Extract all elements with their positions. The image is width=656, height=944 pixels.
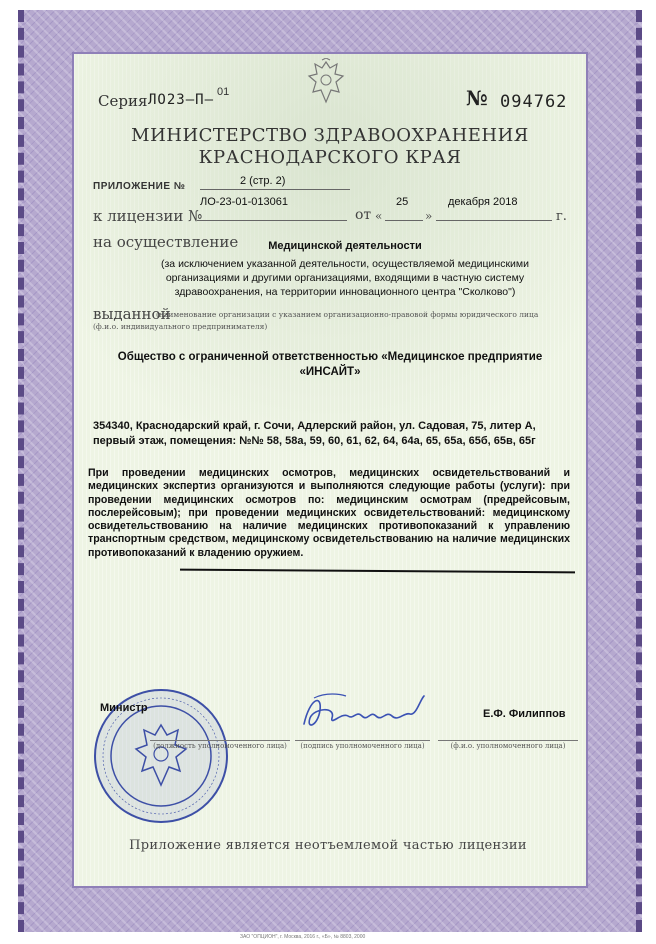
license-number: ЛО-23-01-013061 — [200, 196, 288, 208]
activity-note: (за исключением указанной деятельности, осуществляемой медицинскими организациями и другими организациями, входящими в частную систему здравоохранения, на территории инновационного центра "Сколково") — [161, 258, 529, 298]
organization-name: Общество с ограниченной ответственностью «Медицинское предприятие «ИНСАЙТ» — [117, 351, 543, 378]
appendix-underline — [200, 189, 350, 190]
from-label: от — [355, 207, 372, 223]
works-list: При проведении медицинских осмотров, медицинских освидетельствований и медицинских экспертиз организуются и выполняются следующие работы (услуги): при проведении медицинских осмотров по: медицинским осмотрам (предрейсовым, послерейсовым); при проведении медицинских освидетельствований: медицинскому освидетельствованию на наличие медицинских противопоказаний к управлению транспортным средством, медицинскому освидетельствованию на наличие медицинских противопоказаний к владению оружием. — [88, 467, 570, 559]
coat-of-arms-icon — [305, 58, 347, 108]
license-day: 25 — [396, 196, 409, 208]
license-label: к лицензии № — [93, 207, 203, 225]
ministry-line-2: КРАСНОДАРСКОГО КРАЯ — [198, 147, 462, 168]
month-underline — [436, 220, 552, 221]
number-sign: № — [466, 86, 488, 110]
ministry-line-1: МИНИСТЕРСТВО ЗДРАВООХРАНЕНИЯ — [131, 125, 529, 146]
series-label: Серия — [98, 92, 148, 110]
appendix-label: ПРИЛОЖЕНИЕ № — [93, 181, 186, 192]
caption-position: (должность уполномоченного лица) — [150, 740, 290, 750]
signer-name: Е.Ф. Филиппов — [483, 708, 566, 720]
license-month-year: декабря 2018 — [448, 196, 518, 208]
caption-signature: (подпись уполномоченного лица) — [295, 740, 430, 750]
day-underline — [385, 220, 423, 221]
quote-close: » — [425, 209, 433, 223]
blank-number: 094762 — [500, 92, 568, 112]
issued-label: выданной — [93, 305, 171, 323]
series-number: 01 — [217, 86, 230, 98]
series-value: ЛО23–П– — [148, 92, 215, 108]
caption-name: (ф.и.о. уполномоченного лица) — [438, 740, 578, 750]
footer-note: Приложение является неотъемлемой частью лицензии — [129, 838, 527, 853]
issued-note-line-2: (ф.и.о. индивидуального предпринимателя) — [93, 322, 268, 331]
activity-label: на осуществление — [93, 233, 239, 251]
signer-position: Министр — [100, 702, 148, 714]
organization-address: 354340, Краснодарский край, г. Сочи, Адлерский район, ул. Садовая, 75, литер А, первый этаж, помещения: №№ 58, 58а, 59, 60, 61, 62, 64, 64а, 65, 65а, 65б, 65в, 65г — [93, 420, 536, 447]
quote-open: « — [375, 209, 383, 223]
year-suffix: г. — [556, 209, 567, 224]
handwritten-signature — [296, 688, 436, 740]
activity-name: Медицинской деятельности — [268, 240, 422, 252]
issued-note-line-1: (наименование организации с указанием организационно-правовой формы юридического лица — [156, 310, 539, 319]
license-underline — [197, 220, 347, 221]
ministry-title — [130, 125, 530, 169]
appendix-value: 2 (стр. 2) — [240, 175, 286, 187]
printer-mark: ЗАО "ОПЦИОН", г. Москва, 2016 г., «Б», № 8803, 2000 — [240, 934, 366, 940]
